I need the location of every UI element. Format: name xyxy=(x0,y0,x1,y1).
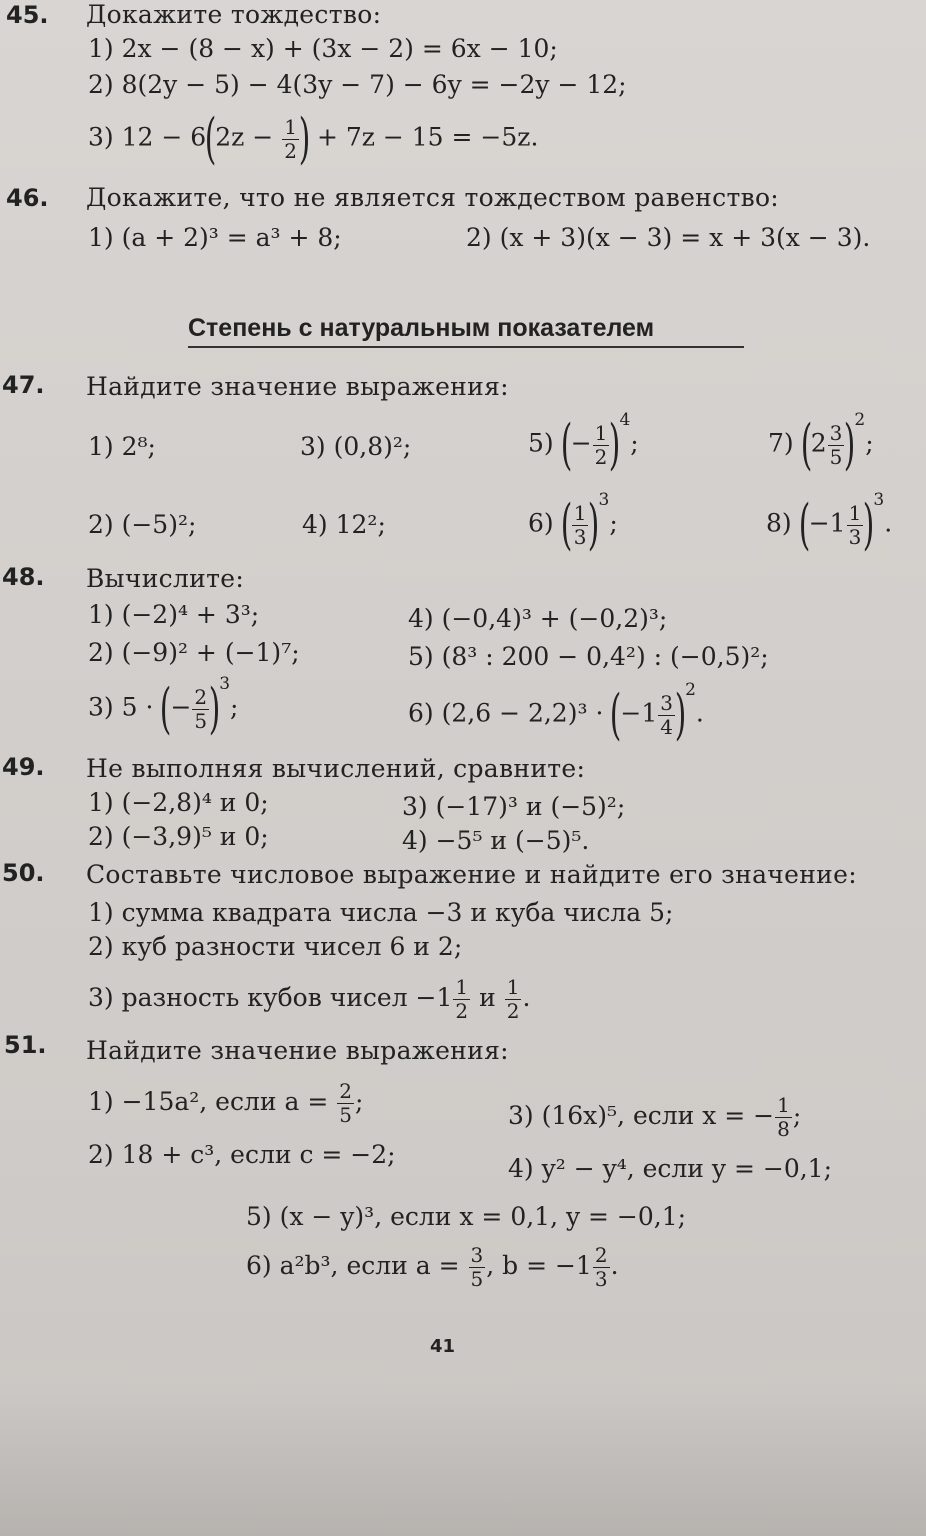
problem-48-heading: Вычислите: xyxy=(86,564,245,593)
problem-47-item-2: 2) (−5)²; xyxy=(88,510,197,539)
problem-49-heading: Не выполняя вычислений, сравните: xyxy=(86,754,586,783)
problem-47-item-6: 6) ( $\frac{1}{3}$ )3; xyxy=(528,490,618,556)
problem-47-item-7: 7) (2 $\frac{3}{5}$ )2; xyxy=(768,410,874,476)
page-shadow xyxy=(0,1390,926,1536)
problem-45-number: 45. xyxy=(6,1,49,29)
problem-50-item-1: 1) сумма квадрата числа −3 и куба числа 5; xyxy=(88,898,674,927)
problem-48-item-2: 2) (−9)² + (−1)⁷; xyxy=(88,638,300,667)
problem-51-item-4: 4) y² − y⁴, если y = −0,1; xyxy=(508,1154,833,1183)
problem-51-item-1: 1) −15a², если a = $\frac{2}{5}$ ; xyxy=(88,1079,364,1127)
problem-47-item-5: 5) (− $\frac{1}{2}$ )4; xyxy=(528,410,639,476)
problem-47-number: 47. xyxy=(2,371,45,399)
problem-48-item-5: 5) (8³ : 200 − 0,4²) : (−0,5)²; xyxy=(408,642,769,671)
problem-46-item-1: 1) (a + 2)³ = a³ + 8; xyxy=(88,223,342,252)
problem-50-heading: Составьте числовое выражение и найдите его значение: xyxy=(86,860,857,889)
problem-47-item-4: 4) 12²; xyxy=(302,510,386,539)
problem-45-item-3: 3) 12 − 6(2z − $\frac{1}{2}$ ) + 7z − 15 = −5z. xyxy=(88,107,539,170)
problem-48-item-4: 4) (−0,4)³ + (−0,2)³; xyxy=(408,604,668,633)
problem-51-heading: Найдите значение выражения: xyxy=(86,1036,509,1065)
problem-50-item-3: 3) разность кубов чисел −1 $\frac{1}{2}$ и $\frac{1}{2}$ . xyxy=(88,975,531,1023)
problem-51-item-2: 2) 18 + c³, если c = −2; xyxy=(88,1140,396,1169)
problem-48-item-3: 3) 5 · (− $\frac{2}{5}$ )3; xyxy=(88,674,239,740)
problem-46-number: 46. xyxy=(6,184,49,212)
problem-45-heading: Докажите тождество: xyxy=(86,0,382,29)
problem-49-item-2: 2) (−3,9)⁵ и 0; xyxy=(88,822,269,851)
problem-49-item-3: 3) (−17)³ и (−5)²; xyxy=(402,792,626,821)
problem-49-number: 49. xyxy=(2,753,45,781)
problem-51-item-3: 3) (16x)⁵, если x = − $\frac{1}{8}$ ; xyxy=(508,1093,802,1141)
problem-45-item-1: 1) 2x − (8 − x) + (3x − 2) = 6x − 10; xyxy=(88,34,558,63)
problem-47-item-3: 3) (0,8)²; xyxy=(300,432,412,461)
problem-45-item-2: 2) 8(2y − 5) − 4(3y − 7) − 6y = −2y − 12; xyxy=(88,70,627,99)
problem-47-heading: Найдите значение выражения: xyxy=(86,372,509,401)
section-title: Степень с натуральным показателем xyxy=(188,310,744,348)
problem-46-item-2: 2) (x + 3)(x − 3) = x + 3(x − 3). xyxy=(466,223,871,252)
problem-48-item-1: 1) (−2)⁴ + 3³; xyxy=(88,600,260,629)
page-number: 41 xyxy=(430,1336,456,1357)
problem-51-item-6: 6) a²b³, если a = $\frac{3}{5}$ , b = −1 $\frac{2}{3}$ . xyxy=(246,1243,619,1291)
problem-51-item-5: 5) (x − y)³, если x = 0,1, y = −0,1; xyxy=(246,1202,687,1231)
problem-49-item-4: 4) −5⁵ и (−5)⁵. xyxy=(402,826,590,855)
problem-50-item-2: 2) куб разности чисел 6 и 2; xyxy=(88,932,463,961)
problem-49-item-1: 1) (−2,8)⁴ и 0; xyxy=(88,788,269,817)
problem-47-item-1: 1) 2⁸; xyxy=(88,432,156,461)
problem-50-number: 50. xyxy=(2,859,45,887)
fraction: $\frac{1}{2}$ xyxy=(284,114,297,163)
problem-48-number: 48. xyxy=(2,563,45,591)
problem-46-heading: Докажите, что не является тождеством равенство: xyxy=(86,183,780,212)
problem-51-number: 51. xyxy=(4,1031,47,1059)
problem-47-item-8: 8) (−1 $\frac{1}{3}$ )3. xyxy=(766,490,893,556)
problem-48-item-6: 6) (2,6 − 2,2)³ · (−1 $\frac{3}{4}$ )2. xyxy=(408,680,704,746)
